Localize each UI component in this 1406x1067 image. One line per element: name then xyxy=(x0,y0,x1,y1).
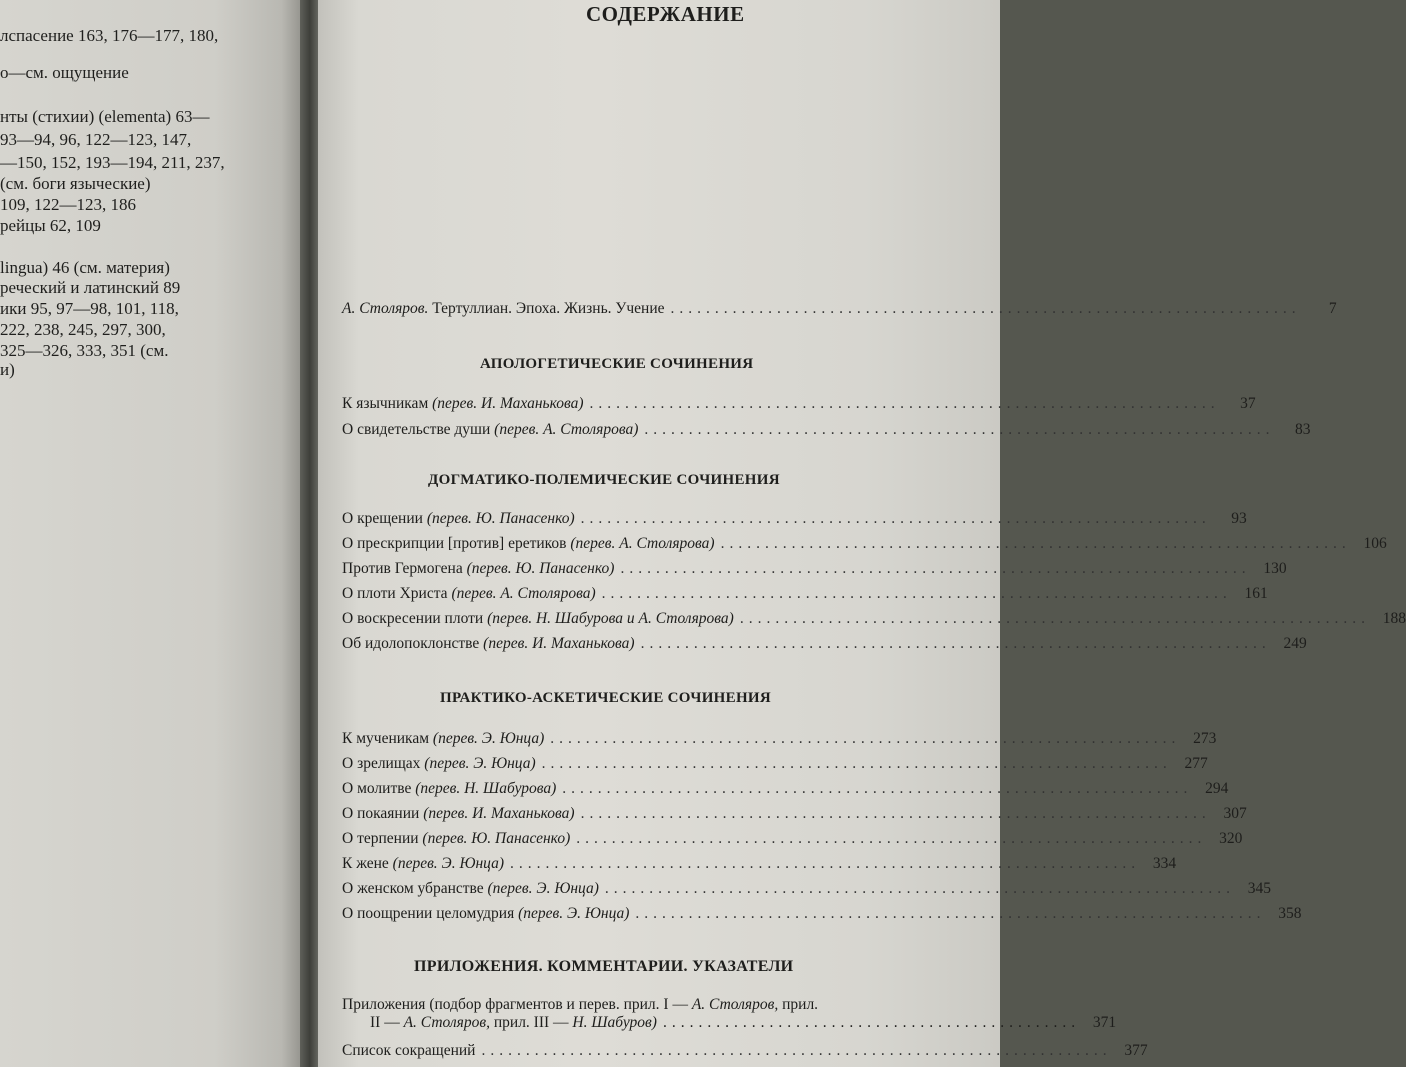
toc-entry xyxy=(342,855,1177,877)
translator: (перев. Э. Юнца) xyxy=(392,855,504,872)
page-number: 7 xyxy=(1328,300,1337,317)
index-line: реческий и латинский 89 xyxy=(0,278,181,297)
toc-entry xyxy=(342,1042,1148,1064)
leader-dots: ....................................................................... xyxy=(550,730,1181,747)
index-line: 93—94, 96, 122—123, 147, xyxy=(0,130,192,149)
entry-title: Список сокращений xyxy=(342,1042,476,1059)
translator: (перев. Э. Юнца) xyxy=(518,905,630,922)
toc-entry xyxy=(342,996,1117,1032)
author-name: А. Столяров, xyxy=(403,1014,490,1031)
toc-entry xyxy=(342,730,1217,752)
entry-title: О крещении xyxy=(342,510,423,527)
toc-entry xyxy=(342,510,1247,532)
entry-title: Приложения (подбор фрагментов и перев. прил. I — xyxy=(342,996,688,1013)
entry-title: прил. III — xyxy=(493,1014,569,1031)
entry-title: О плоти Христа xyxy=(342,585,448,602)
toc-entry xyxy=(342,395,1256,417)
leader-dots: ....................................................................... xyxy=(601,585,1232,602)
translator: (перев. Э. Юнца) xyxy=(487,880,599,897)
section-title: ПРАКТИКО-АСКЕТИЧЕСКИЕ СОЧИНЕНИЯ xyxy=(440,690,772,706)
page-number: 320 xyxy=(1219,830,1243,847)
entry-title: О зрелищах xyxy=(342,755,421,772)
entry-title: К мученикам xyxy=(342,730,430,747)
leader-dots: ....................................................................... xyxy=(739,610,1370,627)
index-line: 222, 238, 245, 297, 300, xyxy=(0,320,166,339)
entry-title: О молитве xyxy=(342,780,412,797)
leader-dots: ....................................................................... xyxy=(640,635,1271,652)
page-number: 93 xyxy=(1231,510,1247,527)
toc-entry xyxy=(342,585,1268,607)
toc-entry xyxy=(342,905,1302,927)
leader-dots: ....................................................................... xyxy=(644,421,1275,438)
entry-title: О поощрении целомудрия xyxy=(342,905,515,922)
entry-title: II — xyxy=(370,1014,400,1031)
page-number: 273 xyxy=(1193,730,1217,747)
index-line: ики 95, 97—98, 101, 118, xyxy=(0,299,179,318)
leader-dots: ....................................................................... xyxy=(541,755,1172,772)
toc-entry xyxy=(342,635,1307,657)
author-name: А. Столяров. xyxy=(342,300,429,317)
translator: (перев. Ю. Панасенко) xyxy=(466,560,615,577)
translator: (перев. И. Маханькова) xyxy=(423,805,575,822)
toc-entry xyxy=(342,755,1208,777)
page-number: 37 xyxy=(1240,395,1256,412)
page-number: 307 xyxy=(1223,805,1247,822)
leader-dots: ............................................... xyxy=(662,1014,1081,1031)
translator: (перев. А. Столярова) xyxy=(570,535,715,552)
index-line: нты (стихии) (elementa) 63— xyxy=(0,107,210,126)
entry-title: О женском убранстве xyxy=(342,880,484,897)
page-number: 371 xyxy=(1092,1014,1117,1031)
leader-dots: ....................................................................... xyxy=(620,560,1251,577)
index-line: лспасение 163, 176—177, 180, xyxy=(0,26,219,45)
left-page-index xyxy=(0,0,306,1067)
page-number: 188 xyxy=(1382,610,1406,627)
section-title: АПОЛОГЕТИЧЕСКИЕ СОЧИНЕНИЯ xyxy=(480,356,754,372)
index-line: 109, 122—123, 186 xyxy=(0,195,136,214)
entry-title: К жене xyxy=(342,855,389,872)
index-line: —150, 152, 193—194, 211, 237, xyxy=(0,153,225,172)
index-line: 325—326, 333, 351 (см. xyxy=(0,341,169,360)
author-name: Н. Шабуров) xyxy=(572,1014,657,1031)
entry-title: О воскресении плоти xyxy=(342,610,484,627)
translator: (перев. Н. Шабурова) xyxy=(415,780,557,797)
index-line: (см. боги языческие) xyxy=(0,174,151,193)
section-title: ПРИЛОЖЕНИЯ. КОММЕНТАРИИ. УКАЗАТЕЛИ xyxy=(414,958,794,975)
page-number: 334 xyxy=(1152,855,1177,872)
index-line: и) xyxy=(0,360,15,379)
section-title: ДОГМАТИКО-ПОЛЕМИЧЕСКИЕ СОЧИНЕНИЯ xyxy=(428,472,780,488)
translator: (перев. Э. Юнца) xyxy=(432,730,545,747)
leader-dots: ....................................................................... xyxy=(604,880,1235,897)
toc-entry xyxy=(342,300,1337,322)
leader-dots: ....................................................................... xyxy=(635,905,1266,922)
leader-dots: ....................................................................... xyxy=(580,510,1211,527)
leader-dots: ....................................................................... xyxy=(580,805,1211,822)
entry-title: Против Гермогена xyxy=(342,560,463,577)
leader-dots: ....................................................................... xyxy=(562,780,1193,797)
author-name: А. Столяров, xyxy=(691,996,779,1013)
entry-title: О прескрипции [против] еретиков xyxy=(342,535,567,552)
toc-entry xyxy=(342,830,1243,852)
page-number: 249 xyxy=(1283,635,1307,652)
toc-entry xyxy=(342,560,1287,582)
entry-title: К язычникам xyxy=(342,395,429,412)
translator: (перев. И. Маханькова) xyxy=(483,635,635,652)
index-line: о—см. ощущение xyxy=(0,63,129,82)
leader-dots: ....................................................................... xyxy=(481,1042,1112,1059)
page-number: 161 xyxy=(1244,585,1268,602)
toc-entry xyxy=(342,780,1229,802)
toc-entry xyxy=(342,805,1247,827)
toc-entry xyxy=(342,421,1311,443)
entry-title: Тертуллиан. Эпоха. Жизнь. Учение xyxy=(432,300,665,317)
index-line: рейцы 62, 109 xyxy=(0,216,101,235)
index-line: lingua) 46 (см. материя) xyxy=(0,258,170,277)
page-number: 377 xyxy=(1124,1042,1148,1059)
page-number: 106 xyxy=(1363,535,1387,552)
entry-title: Об идолопоклонстве xyxy=(342,635,480,652)
page-number: 358 xyxy=(1278,905,1302,922)
translator: (перев. Ю. Панасенко) xyxy=(422,830,571,847)
leader-dots: ....................................................................... xyxy=(720,535,1351,552)
toc-entry xyxy=(342,880,1271,902)
leader-dots: ....................................................................... xyxy=(510,855,1141,872)
page-title: СОДЕРЖАНИЕ xyxy=(586,2,745,26)
translator: (перев. Ю. Панасенко) xyxy=(426,510,575,527)
toc-entry xyxy=(342,535,1387,557)
entry-title: О покаянии xyxy=(342,805,420,822)
translator: (перев. Н. Шабурова и А. Столярова) xyxy=(487,610,734,627)
translator: (перев. А. Столярова) xyxy=(494,421,639,438)
leader-dots: ....................................................................... xyxy=(576,830,1207,847)
translator: (перев. А. Столярова) xyxy=(451,585,596,602)
page-number: 277 xyxy=(1184,755,1208,772)
entry-title: прил. xyxy=(782,996,819,1013)
page-number: 345 xyxy=(1247,880,1271,897)
leader-dots: ....................................................................... xyxy=(589,395,1220,412)
toc-entry xyxy=(342,610,1406,632)
translator: (перев. И. Маханькова) xyxy=(432,395,584,412)
entry-title: О свидетельстве души xyxy=(342,421,491,438)
translator: (перев. Э. Юнца) xyxy=(424,755,536,772)
entry-title: О терпении xyxy=(342,830,419,847)
page-number: 294 xyxy=(1205,780,1229,797)
leader-dots: ....................................................................... xyxy=(670,300,1301,317)
page-number: 83 xyxy=(1295,421,1311,438)
page-number: 130 xyxy=(1263,560,1287,577)
right-page-contents xyxy=(318,0,1406,1067)
